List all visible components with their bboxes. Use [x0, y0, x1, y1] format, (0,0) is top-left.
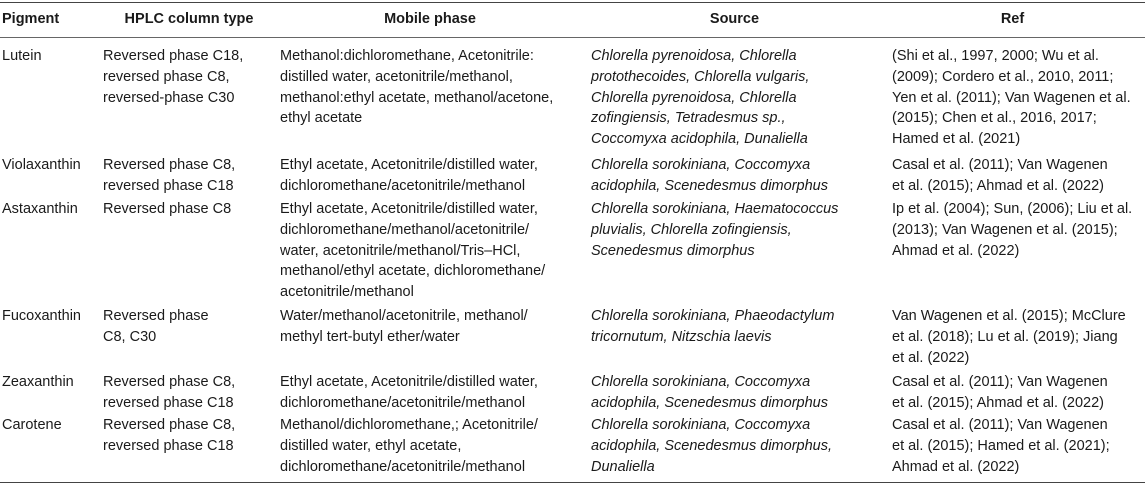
cell-ref: Van Wagenen et al. (2015); McClure et al. (2018); Lu et al. (2019); Jiang et al. (2022): [892, 308, 1126, 366]
cell-mobile-phase: Ethyl acetate, Acetonitrile/distilled water, dichloromethane/acetonitrile/methanol: [280, 157, 538, 194]
cell-ref: Casal et al. (2011); Van Wagenen et al. (2015); Ahmad et al. (2022): [892, 157, 1108, 194]
cell-ref: Casal et al. (2011); Van Wagenen et al. (2015); Ahmad et al. (2022): [892, 374, 1108, 411]
cell-column-type: Reversed phase C8: [103, 201, 232, 217]
header-rule: [0, 37, 1145, 38]
cell-pigment: Violaxanthin: [2, 157, 81, 173]
cell-source: Chlorella pyrenoidosa, Chlorella protothecoides, Chlorella vulgaris, Chlorella pyrenoidosa, Chlorella zofingiensis, Tetradesmus sp., Coccomyxa acidophila, Dunaliella: [591, 48, 810, 148]
cell-mobile-phase: Ethyl acetate, Acetonitrile/distilled water, dichloromethane/acetonitrile/methanol: [280, 374, 538, 411]
table-top-rule: [0, 2, 1145, 3]
cell-ref: Casal et al. (2011); Van Wagenen et al. (2015); Hamed et al. (2021); Ahmad et al. (2022): [892, 417, 1110, 475]
cell-mobile-phase: Methanol:dichloromethane, Acetonitrile: distilled water, acetonitrile/methanol, methanol:ethyl acetate, methanol/acetone, ethyl acetate: [280, 48, 554, 127]
header-source: Source: [709, 11, 760, 27]
cell-column-type: Reversed phase C8, reversed phase C18: [103, 374, 236, 411]
cell-mobile-phase: Water/methanol/acetonitrile, methanol/ methyl tert-butyl ether/water: [280, 308, 528, 345]
cell-ref: (Shi et al., 1997, 2000; Wu et al. (2009); Cordero et al., 2010, 2011; Yen et al. (2011); Van Wagenen et al. (2015); Chen et al., 2016, 2017; Hamed et al. (2021): [892, 48, 1131, 148]
cell-mobile-phase: Methanol/dichloromethane,; Acetonitrile/ distilled water, ethyl acetate, dichloromethane/acetonitrile/methanol: [280, 417, 538, 475]
cell-pigment: Zeaxanthin: [2, 374, 74, 390]
cell-pigment: Lutein: [2, 48, 42, 64]
cell-source: Chlorella sorokiniana, Coccomyxa acidophila, Scenedesmus dimorphus: [591, 374, 828, 411]
table-bottom-rule: [0, 482, 1145, 483]
cell-column-type: Reversed phase C18, reversed phase C8, reversed-phase C30: [103, 48, 244, 106]
cell-pigment: Carotene: [2, 417, 62, 433]
header-ref: Ref: [1000, 11, 1025, 27]
cell-source: Chlorella sorokiniana, Haematococcus pluvialis, Chlorella zofingiensis, Scenedesmus dimorphus: [591, 201, 839, 259]
cell-column-type: Reversed phase C8, reversed phase C18: [103, 417, 236, 454]
cell-source: Chlorella sorokiniana, Coccomyxa acidophila, Scenedesmus dimorphus: [591, 157, 828, 194]
cell-source: Chlorella sorokiniana, Coccomyxa acidophila, Scenedesmus dimorphus, Dunaliella: [591, 417, 832, 475]
cell-column-type: Reversed phase C8, reversed phase C18: [103, 157, 236, 194]
cell-mobile-phase: Ethyl acetate, Acetonitrile/distilled water, dichloromethane/methanol/acetonitrile/ water, acetonitrile/methanol/Tris–HCl, methanol/ethyl acetate, dichloromethane/ acetonitrile/methanol: [280, 201, 546, 301]
cell-source: Chlorella sorokiniana, Phaeodactylum tricornutum, Nitzschia laevis: [591, 308, 835, 345]
cell-pigment: Fucoxanthin: [2, 308, 81, 324]
header-mobile-phase: Mobile phase: [384, 11, 476, 27]
header-pigment: Pigment: [2, 11, 60, 27]
cell-ref: Ip et al. (2004); Sun, (2006); Liu et al. (2013); Van Wagenen et al. (2015); Ahmad et al. (2022): [892, 201, 1133, 259]
cell-pigment: Astaxanthin: [2, 201, 78, 217]
header-column-type: HPLC column type: [124, 11, 254, 27]
cell-column-type: Reversed phase C8, C30: [103, 308, 209, 345]
